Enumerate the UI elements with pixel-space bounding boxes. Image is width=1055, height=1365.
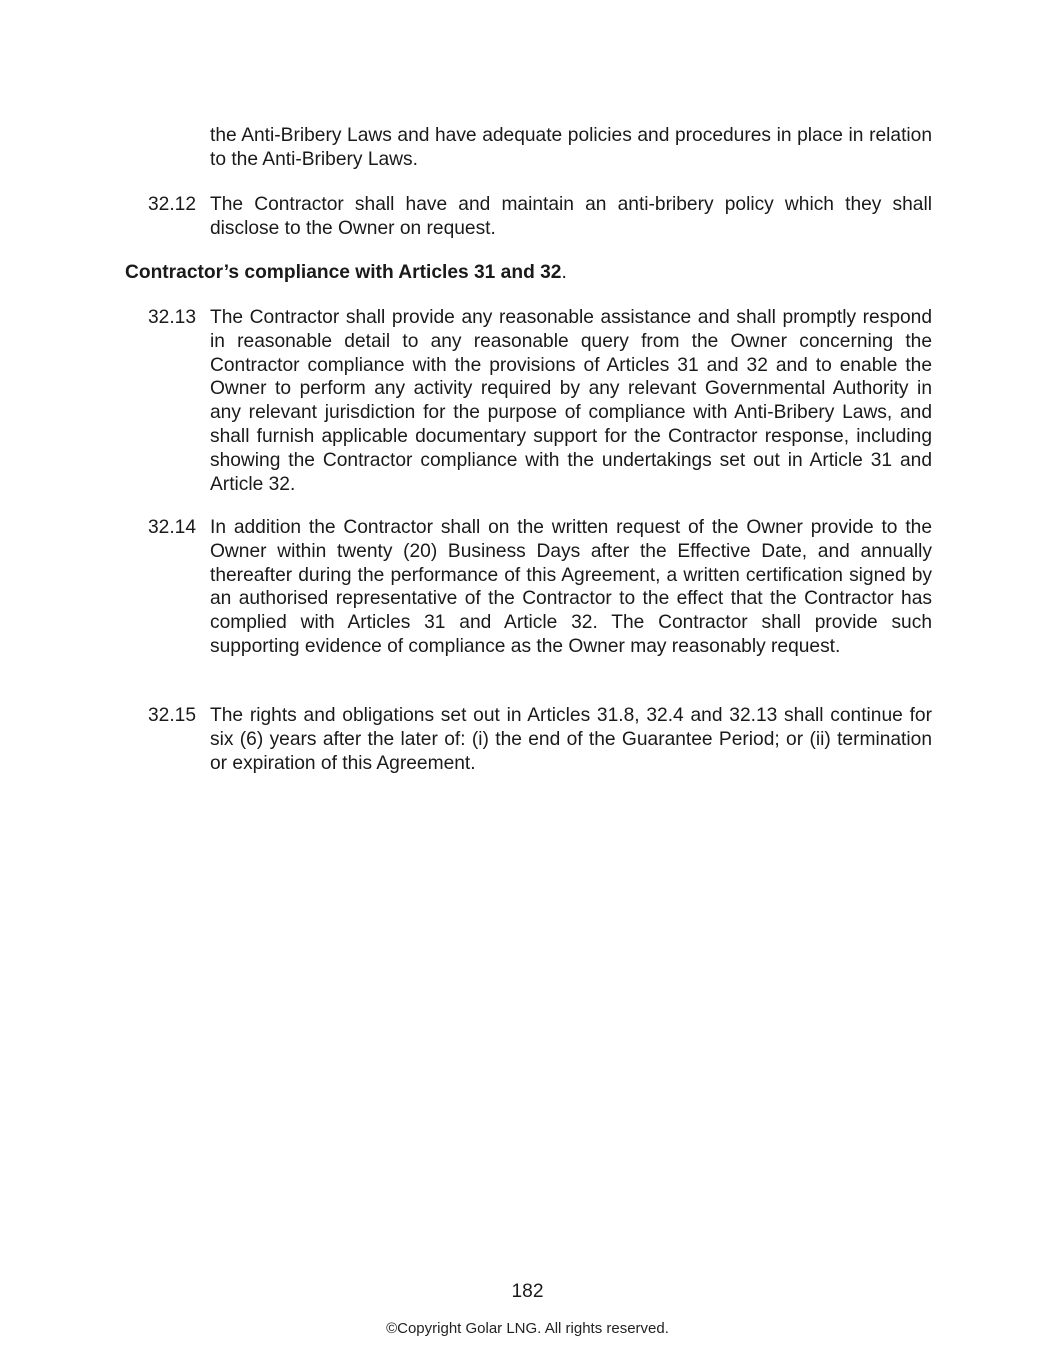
- clause-number: 32.14: [148, 517, 197, 538]
- clause-number: 32.12: [148, 194, 197, 215]
- page-number: 182: [511, 1281, 544, 1302]
- clause-text: In addition the Contractor shall on the written request of the Owner provide to the Owner within twenty (20) Business Days after the Effective Date, and annually thereafter during the performance of this Agreement, a written certification signed by an authorised representative of the Contractor to the effect that the Contractor has complied with Articles 31 and Article 32. The Contractor shall provide such supporting evidence of compliance as the Owner may reasonably request.: [210, 517, 932, 657]
- section-heading-period: .: [561, 262, 567, 283]
- continuation-paragraph: the Anti-Bribery Laws and have adequate policies and procedures in place in relation to the Anti-Bribery Laws.: [210, 125, 932, 170]
- clause-text: The Contractor shall have and maintain an anti-bribery policy which they shall disclose to the Owner on request.: [210, 194, 932, 239]
- section-heading-text: Contractor’s compliance with Articles 31 and 32: [125, 262, 562, 283]
- section-heading: [125, 261, 567, 285]
- clause-text: The rights and obligations set out in Articles 31.8, 32.4 and 32.13 shall continue for six (6) years after the later of: (i) the end of the Guarantee Period; or (ii) termination or expiration of this Agreement.: [210, 705, 932, 774]
- clause-number: 32.13: [148, 307, 197, 328]
- clause-text: The Contractor shall provide any reasonable assistance and shall promptly respond in reasonable detail to any reasonable query from the Owner concerning the Contractor compliance with the provisions of Articles 31 and 32 and to enable the Owner to perform any activity required by any relevant Governmental Authority in any relevant jurisdiction for the purpose of compliance with Anti-Bribery Laws, and shall furnish applicable documentary support for the Contractor response, including showing the Contractor compliance with the undertakings set out in Article 31 and Article 32.: [210, 307, 932, 495]
- clause-number: 32.15: [148, 705, 197, 726]
- copyright-footer: ©Copyright Golar LNG. All rights reserved.: [386, 1320, 669, 1337]
